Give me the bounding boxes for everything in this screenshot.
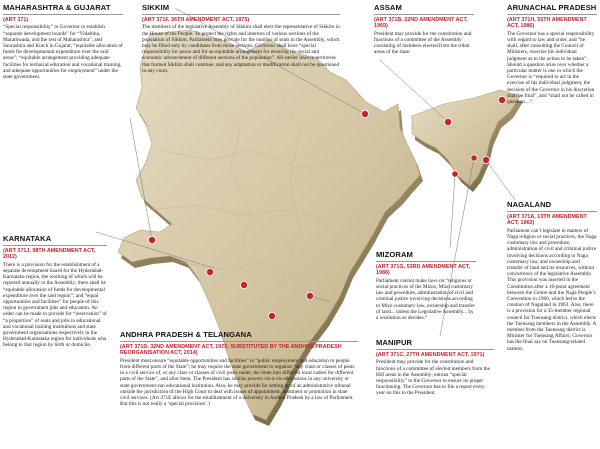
marker-manipur [471,155,477,161]
marker-nagaland [482,156,489,163]
section-body: President must ensure “equitable opportunities and facilities” in “public employment and education to people from different parts of the State”; he may require the state government to organise “any class or classes of posts in a civil service of, or any class or classes of civil posts under, the State into different local cadres for different parts of the State”, and allot them. The President has similar powers vis-à-vis admissions in any university or state government-run educational institution. Also, he may provide for setting up of an administrative tribunal outside the jurisdiction of the High Court to deal with issues of appointment, allotment or promotion in state civil services. (Art 371E allows for the establishment of a university in Andhra Pradesh by a law of Parliament. But this is not really a ‘special provision’.) [120,357,355,408]
section-mizoram [376,250,476,321]
section-nagaland [507,200,597,352]
section-article-tag: (ART 371F, 36TH AMENDMENT ACT, 1975) [142,17,250,23]
marker-andhra [306,292,313,299]
section-body: Parliament cannot make laws on “religious or social practices of the Mizos, Mizo customary law and procedure, administration of civil and criminal justice involving decisions according to Mizo customary law, ownership and transfer of land... unless the Legislative Assembly... by a resolution so decides.” [376,277,475,322]
section-body: There is a provision for the establishment of a separate development board for the Hyderabad-Karnataka region, the working of which will be reported annually to the Assembly; there shall be “equitable allocation of funds for developmental expenditure over the said region”; and “equal opportunities and facilities” for people of this region in government jobs and education. An order can be made to provide for “reservation” of “a proportion” of seats and jobs in educational and vocational training institutions and state government organisations respectively in the Hyderabad-Karnataka region for individuals who belong to that region by birth or domicile. [3,261,107,349]
section-title: SIKKIM [142,3,340,15]
section-article-tag: (ART 371) [3,17,29,23]
marker-mizoram [452,171,458,177]
marker-assam [444,118,451,125]
section-arunachal-pradesh [507,3,597,105]
section-title: ANDHRA PRADESH & TELANGANA [120,330,358,342]
section-title: MANIPUR [376,338,494,350]
section-karnataka [3,234,107,349]
marker-sikkim [361,110,368,117]
section-body: President may provide for the constitution and functions of a committee of elected members from the Hill areas in the Assembly; entrust “special responsibility” to the Governor to ensure its proper functioning. The Governor has to file a report every year on this to the President. [376,359,491,397]
marker-telangana [268,312,275,319]
section-article-tag: (ART 371C, 27TH AMENDMENT ACT, 1971) [376,352,485,358]
section-body: “Special responsibility” to Governor to establish “separate development boards” for “Vidarbha, Marathwada, and the rest of Maharashtra”, and Saurashtra and Kutch in Gujarat; “equitable allocation of funds for developmental expenditure over the said areas”; “equitable arrangement providing adequate facilities for technical education and vocational training, and adequate opportunities for employment” under the state government. [3,24,123,81]
marker-arunachal [498,96,505,103]
section-article-tag: (ART 371A, 13TH AMENDMENT ACT, 1962) [507,214,587,227]
section-manipur [376,338,494,397]
section-sikkim [142,3,340,74]
northeast-landmass [412,90,520,186]
section-title: MAHARASHTRA & GUJARAT [3,3,123,15]
section-body: The members of the legislative Assembly of Sikkim shall elect the representative of Sikkim in the House of the People. To protect the rights and interests of various sections of the population of Sikkim, Parliament may provide for the number of seats in the Assembly, which may be filled only by candidates from those sections. Governor shall have “special responsibility for peace and for an equitable arrangement for ensuring the social and economic advancement of different sections of the population”. All earlier laws in territories that formed Sikkim shall continue, and any adaptation or modification shall not be questioned in any court. [142,24,340,74]
section-title: KARNATAKA [3,234,107,246]
section-article-tag: (ART 371J, 98TH AMENDMENT ACT, 2012) [3,248,96,261]
section-title: ARUNACHAL PRADESH [507,3,597,15]
section-title: MIZORAM [376,250,476,262]
marker-maharashtra [206,268,213,275]
section-andhra-telangana [120,330,358,407]
section-body: The Governor has a special responsibility with regard to law and order, and “he shall, after consulting the Council of Ministers, exercise his individual judgment as to the action to be taken”. Should a question arise over whether a particular matter is one in which the Governor is “required to act in the exercise of his individual judgment, the decision of the Governor in his discretion shall be final”, and “shall not be called in question…”. [507,30,595,106]
marker-karnataka [240,281,247,288]
section-article-tag: (ART 371D, 32ND AMENDMENT ACT, 1973; SUBSTITUTED BY THE ANDHRA PRADESH REORGANISATION ACT, 2014) [120,344,342,357]
marker-gujarat [148,236,155,243]
section-title: NAGALAND [507,200,597,212]
section-assam [374,3,474,56]
section-title: ASSAM [374,3,474,15]
section-article-tag: (ART 371H, 55TH AMENDMENT ACT, 1986) [507,17,587,30]
section-maharashtra-gujarat [3,3,123,80]
section-body: Parliament can’t legislate in matters of Naga religion or social practices, the Naga customary law and procedure, administration of civil and criminal justice involving decisions according to Naga customary law, and ownership and transfer of land and its resources, without concurrence of the legislative Assembly. This provision was inserted in the Constitution after a 16-point agreement between the Centre and the Naga People’s Convention in 1960, which led to the creation of Nagaland in 1963. Also, there is a provision for a 35-member regional council for Tuensang district, which elects the Tuensang members in the Assembly. A member from the Tuensang district is Minister for Tuensang Affairs; Governor has the final say on Tuensang-related matters. [507,227,597,352]
section-article-tag: (ART 371B, 22ND AMENDMENT ACT, 1969) [374,17,468,30]
section-body: President may provide for the constitution and functions of a committee of the Assembly consisting of members elected from the tribal areas of the state. [374,30,472,56]
section-article-tag: (ART 371G, 53RD AMENDMENT ACT, 1986) [376,264,470,277]
